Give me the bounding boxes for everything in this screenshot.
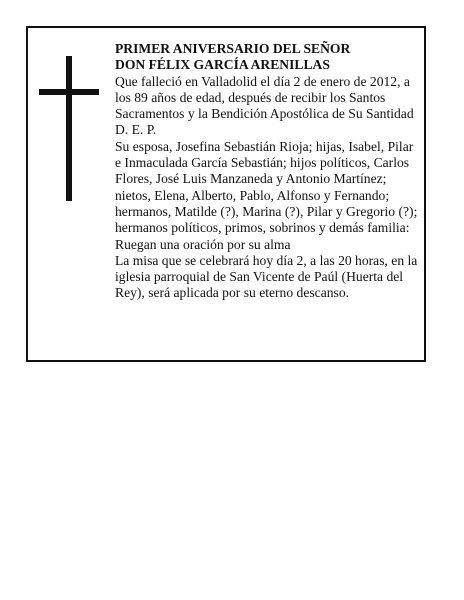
title-line-2: DON FÉLIX GARCÍA ARENILLAS (115, 57, 330, 73)
cross-horizontal-bar (39, 89, 99, 95)
obituary-notice (26, 26, 426, 362)
obituary-text (115, 41, 421, 302)
title-line-1: PRIMER ANIVERSARIO DEL SEÑOR (115, 41, 351, 56)
family-list: Su esposa, Josefina Sebastián Rioja; hijas, Isabel, Pilar e Inmaculada García Sebastián; hijos políticos, Carlos Flores, José Luis Manzaneda y Antonio Martínez; nietos, Elena, Alberto, Pablo, Alfonso y Fernando; hermanos, Matilde (?), Marina (?), Pilar y Gregorio (?); hermanos políticos, primos, sobrinos y demás familia: (115, 138, 418, 236)
cross-vertical-bar (66, 56, 72, 201)
prayer-request: Ruegan una oración por su alma (115, 236, 291, 252)
mass-info: La misa que se celebrará hoy día 2, a las 20 horas, en la iglesia parroquial de San Vicente de Paúl (Huerta del Rey), será aplicada por su eterno descanso. (115, 252, 418, 301)
death-info: Que falleció en Valladolid el día 2 de enero de 2012, a los 89 años de edad, después de recibir los Santos Sacramentos y la Bendición Apostólica de Su Santidad D. E. P. (115, 73, 414, 138)
cross-icon (39, 56, 99, 201)
